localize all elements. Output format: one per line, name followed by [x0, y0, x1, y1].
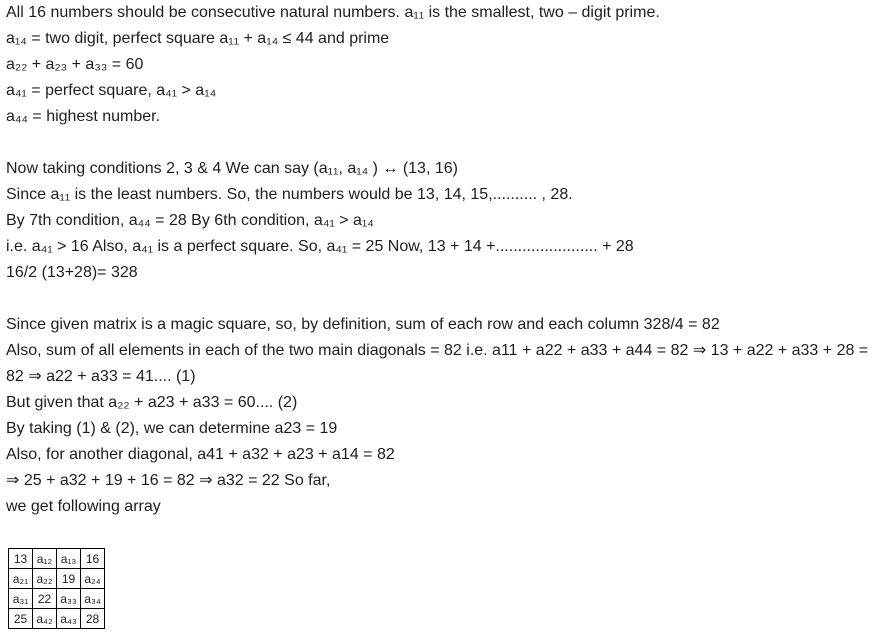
text-line: Since given matrix is a magic square, so, by definition, sum of each row and each column 328/4 = 82 — [6, 316, 720, 333]
text-line: a₁₄ = two digit, perfect square a₁₁ + a₁₄ ≤ 44 and prime — [6, 30, 390, 47]
matrix-cell: a₄₃ — [57, 609, 81, 629]
matrix-cell: 13 — [9, 549, 33, 569]
paragraph-gap — [6, 286, 878, 312]
text-line: Now taking conditions 2, 3 & 4 We can say (a₁₁, a₁₄ ) ↔ (13, 16) — [6, 160, 458, 177]
matrix-cell: a₂₂ — [33, 569, 57, 589]
paragraph-gap — [6, 130, 878, 156]
text-line: By 7th condition, a₄₄ = 28 By 6th condition, a₄₁ > a₁₄ — [6, 212, 374, 229]
magic-square-table — [8, 548, 105, 629]
matrix-cell: 19 — [57, 569, 81, 589]
matrix-cell: a₃₁ — [9, 589, 33, 609]
text-line: a₄₁ = perfect square, a₄₁ > a₁₄ — [6, 82, 217, 99]
matrix-cell: 28 — [81, 609, 105, 629]
text-line: Also, for another diagonal, a41 + a32 + a23 + a14 = 82 — [6, 446, 395, 463]
matrix-cell: a₂₁ — [9, 569, 33, 589]
text-line: By taking (1) & (2), we can determine a23 = 19 — [6, 420, 338, 437]
matrix-cell: a₁₂ — [33, 549, 57, 569]
text-line: ⇒ 25 + a32 + 19 + 16 = 82 ⇒ a32 = 22 So far, — [6, 472, 331, 489]
table-row — [9, 569, 105, 589]
solution-text — [6, 0, 878, 520]
text-line: a₂₂ + a₂₃ + a₃₃ = 60 — [6, 56, 144, 73]
text-line: 16/2 (13+28)= 328 — [6, 264, 138, 281]
matrix-cell: a₄₂ — [33, 609, 57, 629]
matrix-cell: 16 — [81, 549, 105, 569]
table-row — [9, 549, 105, 569]
text-line: i.e. a₄₁ > 16 Also, a₄₁ is a perfect square. So, a₄₁ = 25 Now, 13 + 14 +....................... + 28 — [6, 238, 634, 255]
text-line: All 16 numbers should be consecutive natural numbers. a₁₁ is the smallest, two – digit prime. — [6, 4, 660, 21]
matrix-cell: a₂₄ — [81, 569, 105, 589]
matrix-cell: a₁₃ — [57, 549, 81, 569]
text-line: But given that a₂₂ + a23 + a33 = 60.... (2) — [6, 394, 298, 411]
text-line: a₄₄ = highest number. — [6, 108, 161, 125]
matrix-cell: 25 — [9, 609, 33, 629]
matrix-cell: a₃₄ — [81, 589, 105, 609]
table-row — [9, 589, 105, 609]
matrix-cell: 22 — [33, 589, 57, 609]
table-row — [9, 609, 105, 629]
text-line: Since a₁₁ is the least numbers. So, the numbers would be 13, 14, 15,.......... , 28. — [6, 186, 573, 203]
text-line: Also, sum of all elements in each of the two main diagonals = 82 i.e. a11 + a22 + a33 + a44 = 82 ⇒ 13 + a22 + a33 + 28 = 82 ⇒ a22 + a33 = 41.... (1) — [6, 342, 869, 385]
matrix-cell: a₃₃ — [57, 589, 81, 609]
text-line: we get following array — [6, 498, 161, 515]
